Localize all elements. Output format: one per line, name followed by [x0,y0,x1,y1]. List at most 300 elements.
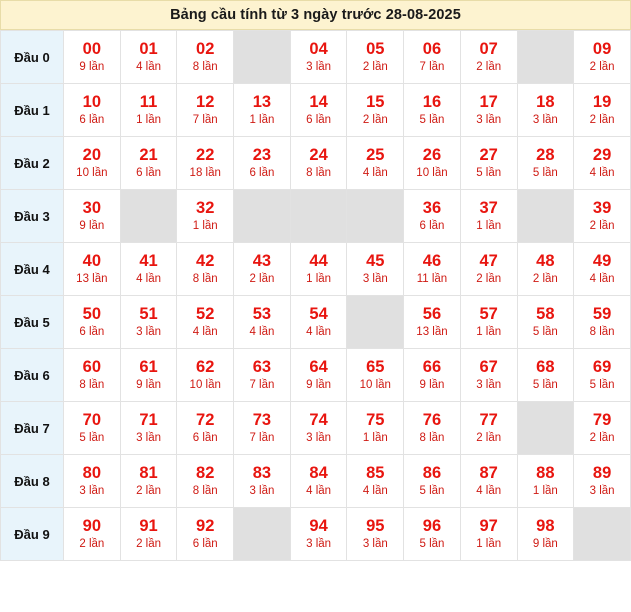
number-value: 18 [536,92,555,111]
count-value: 7 lần [249,378,275,391]
cell-number[interactable] [120,455,177,508]
cell-number[interactable] [64,402,121,455]
number-value: 24 [309,145,328,164]
cell-number[interactable] [177,455,234,508]
number-value: 32 [196,198,215,217]
cell-number[interactable] [290,508,347,561]
cell-empty [347,190,404,243]
number-value: 90 [82,516,102,535]
number-value: 23 [252,145,272,164]
cell-number[interactable] [574,137,631,190]
cell-number[interactable] [517,455,574,508]
count-value: 4 lần [136,272,161,285]
cell-number[interactable] [574,349,631,402]
cell-number[interactable] [234,84,291,137]
count-value: 8 lần [192,60,218,73]
number-value: 45 [366,251,385,270]
count-value: 3 lần [136,325,161,338]
cell-number[interactable] [120,84,177,137]
cell-number[interactable] [290,402,347,455]
cell-number[interactable] [517,137,574,190]
count-value: 9 lần [79,60,105,73]
cell-number[interactable] [177,84,234,137]
number-value: 53 [252,304,272,323]
count-value: 3 lần [476,378,502,391]
title-bar [0,0,631,30]
number-value: 65 [366,357,385,376]
count-value: 3 lần [362,537,388,550]
cell-number[interactable] [404,190,461,243]
number-value: 11 [139,92,158,111]
cell-number[interactable] [404,508,461,561]
count-value: 2 lần [589,113,615,126]
number-value: 86 [422,463,442,482]
count-value: 9 lần [532,537,558,550]
cell-number[interactable] [64,508,121,561]
cell-number[interactable] [234,296,291,349]
cell-number[interactable] [460,84,517,137]
cell-number[interactable] [347,349,404,402]
number-value: 40 [82,251,102,270]
count-value: 5 lần [419,537,445,550]
cell-number[interactable] [177,349,234,402]
count-value: 5 lần [589,378,615,391]
table-row [1,190,631,243]
count-value: 3 lần [306,60,332,73]
number-value: 17 [479,92,498,111]
count-value: 11 lần [416,272,448,285]
cell-number[interactable] [517,243,574,296]
cell-number[interactable] [347,243,404,296]
number-value: 54 [309,304,328,323]
number-value: 63 [252,357,272,376]
count-value: 10 lần [76,166,108,179]
count-value: 4 lần [136,60,161,73]
number-value: 98 [536,516,555,535]
count-value: 2 lần [589,431,615,444]
count-value: 1 lần [532,484,558,497]
number-value: 51 [139,304,158,323]
cell-number[interactable] [404,31,461,84]
count-value: 8 lần [192,484,218,497]
row-label-0: Đầu 0 [1,31,64,84]
cell-number[interactable] [120,349,177,402]
cell-number[interactable] [460,296,517,349]
count-value: 3 lần [589,484,615,497]
row-label-1: Đầu 1 [1,84,64,137]
count-value: 6 lần [192,537,218,550]
row-label-6: Đầu 6 [1,349,64,402]
cell-number[interactable] [120,31,177,84]
cell-number[interactable] [177,190,234,243]
number-value: 16 [422,92,442,111]
number-value: 42 [196,251,215,270]
count-value: 2 lần [532,272,558,285]
cell-empty [517,31,574,84]
count-value: 4 lần [476,484,502,497]
number-value: 95 [366,516,385,535]
number-value: 64 [309,357,328,376]
count-value: 6 lần [192,431,218,444]
cell-number[interactable] [64,84,121,137]
count-value: 3 lần [532,113,558,126]
row-label-5: Đầu 5 [1,296,64,349]
count-value: 1 lần [476,325,502,338]
cell-number[interactable] [234,455,291,508]
number-value: 14 [309,92,328,111]
cell-empty [517,402,574,455]
number-value: 13 [252,92,272,111]
cell-number[interactable] [290,31,347,84]
number-value: 19 [592,92,612,111]
cell-number[interactable] [404,402,461,455]
cell-number[interactable] [177,508,234,561]
cell-number[interactable] [347,402,404,455]
cell-number[interactable] [517,508,574,561]
cell-number[interactable] [120,402,177,455]
cell-number[interactable] [64,296,121,349]
count-value: 4 lần [589,166,615,179]
cell-number[interactable] [347,31,404,84]
number-value: 82 [196,463,215,482]
cell-number[interactable] [177,243,234,296]
count-value: 5 lần [532,378,558,391]
cell-number[interactable] [234,349,291,402]
cell-empty [120,190,177,243]
count-value: 3 lần [306,431,332,444]
number-value: 06 [422,39,442,58]
cell-number[interactable] [404,296,461,349]
cell-number[interactable] [574,31,631,84]
count-value: 3 lần [136,431,161,444]
count-value: 2 lần [476,272,502,285]
cell-number[interactable] [347,455,404,508]
row-label-4: Đầu 4 [1,243,64,296]
count-value: 6 lần [79,113,105,126]
count-value: 3 lần [79,484,105,497]
cell-number[interactable] [517,84,574,137]
count-value: 9 lần [306,378,332,391]
count-value: 1 lần [476,537,502,550]
cell-number[interactable] [404,455,461,508]
number-value: 76 [422,410,442,429]
count-value: 9 lần [79,219,105,232]
count-value: 1 lần [306,272,332,285]
number-value: 66 [422,357,442,376]
number-value: 96 [422,516,442,535]
cell-number[interactable] [404,349,461,402]
count-value: 8 lần [192,272,218,285]
cell-number[interactable] [517,296,574,349]
cell-number[interactable] [64,243,121,296]
number-value: 57 [479,304,498,323]
count-value: 1 lần [192,219,218,232]
count-value: 4 lần [362,484,388,497]
count-value: 2 lần [136,484,161,497]
row-label-8: Đầu 8 [1,455,64,508]
number-value: 70 [82,410,102,429]
count-value: 5 lần [532,166,558,179]
number-value: 29 [592,145,612,164]
cell-empty [574,508,631,561]
number-value: 05 [366,39,385,58]
number-value: 75 [366,410,385,429]
count-value: 4 lần [192,325,218,338]
count-value: 7 lần [249,431,275,444]
cell-empty [234,508,291,561]
count-value: 4 lần [306,484,332,497]
cell-number[interactable] [120,508,177,561]
cell-number[interactable] [574,296,631,349]
cell-number[interactable] [234,137,291,190]
count-value: 6 lần [79,325,105,338]
number-value: 48 [536,251,555,270]
cell-number[interactable] [460,508,517,561]
cell-number[interactable] [574,402,631,455]
row-label-3: Đầu 3 [1,190,64,243]
table-body [1,31,631,561]
number-value: 22 [196,145,215,164]
cell-number[interactable] [574,455,631,508]
number-value: 43 [252,251,272,270]
count-value: 6 lần [136,166,161,179]
table-row [1,349,631,402]
count-value: 2 lần [476,60,502,73]
count-value: 3 lần [362,272,388,285]
table-row [1,84,631,137]
cell-number[interactable] [177,31,234,84]
count-value: 1 lần [476,219,502,232]
number-value: 62 [196,357,215,376]
number-value: 79 [592,410,612,429]
number-value: 12 [196,92,215,111]
cell-number[interactable] [574,190,631,243]
cell-number[interactable] [290,349,347,402]
number-value: 25 [366,145,385,164]
cell-number[interactable] [460,402,517,455]
number-value: 67 [479,357,498,376]
cell-number[interactable] [347,137,404,190]
cell-number[interactable] [64,455,121,508]
cell-number[interactable] [120,243,177,296]
number-value: 59 [592,304,612,323]
count-value: 5 lần [419,484,445,497]
number-value: 07 [479,39,498,58]
cell-number[interactable] [404,84,461,137]
count-value: 2 lần [79,537,105,550]
number-value: 52 [196,304,215,323]
table-row [1,508,631,561]
row-label-2: Đầu 2 [1,137,64,190]
cell-empty [347,296,404,349]
count-value: 10 lần [359,378,391,391]
number-value: 94 [309,516,328,535]
number-value: 81 [139,463,158,482]
row-label-7: Đầu 7 [1,402,64,455]
number-value: 50 [82,304,102,323]
page-title: Bảng cầu tính từ 3 ngày trước 28-08-2025 [170,7,461,23]
count-value: 9 lần [419,378,445,391]
count-value: 3 lần [249,484,275,497]
cell-empty [517,190,574,243]
number-value: 09 [592,39,612,58]
frequency-table [0,30,631,561]
cell-number[interactable] [64,349,121,402]
number-value: 04 [309,39,328,58]
table-row [1,31,631,84]
number-value: 37 [479,198,498,217]
cell-number[interactable] [404,243,461,296]
count-value: 2 lần [589,219,615,232]
cell-number[interactable] [347,84,404,137]
count-value: 13 lần [76,272,108,285]
number-value: 56 [422,304,442,323]
cell-number[interactable] [290,137,347,190]
count-value: 4 lần [306,325,332,338]
cell-number[interactable] [120,296,177,349]
number-value: 77 [479,410,498,429]
table-row [1,137,631,190]
cell-number[interactable] [64,137,121,190]
count-value: 2 lần [362,60,388,73]
count-value: 8 lần [306,166,332,179]
count-value: 10 lần [416,166,448,179]
row-label-9: Đầu 9 [1,508,64,561]
count-value: 6 lần [306,113,332,126]
cell-number[interactable] [290,84,347,137]
number-value: 74 [309,410,328,429]
number-value: 47 [479,251,498,270]
cell-number[interactable] [290,455,347,508]
number-value: 71 [139,410,158,429]
count-value: 4 lần [589,272,615,285]
cell-number[interactable] [120,137,177,190]
count-value: 2 lần [589,60,615,73]
number-value: 28 [536,145,555,164]
number-value: 02 [196,39,215,58]
cell-number[interactable] [290,296,347,349]
count-value: 6 lần [419,219,445,232]
cell-number[interactable] [177,402,234,455]
number-value: 15 [366,92,385,111]
number-value: 92 [196,516,215,535]
cell-empty [234,190,291,243]
count-value: 4 lần [249,325,275,338]
number-value: 20 [82,145,102,164]
count-value: 2 lần [249,272,275,285]
count-value: 3 lần [306,537,332,550]
number-value: 39 [592,198,612,217]
count-value: 7 lần [192,113,218,126]
table-row [1,296,631,349]
count-value: 8 lần [79,378,105,391]
number-value: 72 [196,410,215,429]
cell-empty [234,31,291,84]
number-value: 69 [592,357,612,376]
cell-number[interactable] [460,455,517,508]
number-value: 30 [82,198,102,217]
number-value: 44 [309,251,328,270]
count-value: 7 lần [419,60,445,73]
number-value: 68 [536,357,555,376]
cell-number[interactable] [64,31,121,84]
count-value: 4 lần [362,166,388,179]
cell-number[interactable] [460,31,517,84]
cell-number[interactable] [177,137,234,190]
cell-number[interactable] [347,508,404,561]
count-value: 5 lần [476,166,502,179]
number-value: 41 [139,251,158,270]
cell-number[interactable] [234,402,291,455]
cell-number[interactable] [574,243,631,296]
number-value: 84 [309,463,328,482]
number-value: 85 [366,463,385,482]
table-row [1,455,631,508]
number-value: 49 [592,251,612,270]
count-value: 8 lần [589,325,615,338]
number-value: 91 [139,516,158,535]
count-value: 1 lần [362,431,388,444]
cell-number[interactable] [517,349,574,402]
table-row [1,402,631,455]
number-value: 46 [422,251,442,270]
number-value: 27 [479,145,498,164]
cell-empty [290,190,347,243]
number-value: 36 [422,198,442,217]
number-value: 61 [139,357,158,376]
number-value: 58 [536,304,555,323]
number-value: 73 [252,410,272,429]
cell-number[interactable] [404,137,461,190]
number-value: 01 [139,39,158,58]
cell-number[interactable] [64,190,121,243]
table-row [1,243,631,296]
count-value: 5 lần [419,113,445,126]
number-value: 97 [479,516,498,535]
count-value: 5 lần [79,431,105,444]
count-value: 2 lần [362,113,388,126]
number-value: 80 [82,463,102,482]
number-value: 00 [82,39,102,58]
count-value: 1 lần [249,113,275,126]
count-value: 18 lần [189,166,221,179]
cell-number[interactable] [460,190,517,243]
count-value: 2 lần [136,537,161,550]
count-value: 5 lần [532,325,558,338]
number-value: 26 [422,145,442,164]
count-value: 1 lần [136,113,161,126]
count-value: 8 lần [419,431,445,444]
cell-number[interactable] [177,296,234,349]
number-value: 60 [82,357,102,376]
cell-number[interactable] [460,137,517,190]
cell-number[interactable] [290,243,347,296]
count-value: 3 lần [476,113,502,126]
number-value: 89 [592,463,612,482]
cell-number[interactable] [234,243,291,296]
number-value: 83 [252,463,272,482]
cell-number[interactable] [574,84,631,137]
cell-number[interactable] [460,243,517,296]
count-value: 6 lần [249,166,275,179]
cell-number[interactable] [460,349,517,402]
count-value: 9 lần [136,378,161,391]
number-value: 88 [536,463,555,482]
count-value: 10 lần [189,378,221,391]
number-value: 21 [139,145,158,164]
count-value: 13 lần [416,325,448,338]
count-value: 2 lần [476,431,502,444]
